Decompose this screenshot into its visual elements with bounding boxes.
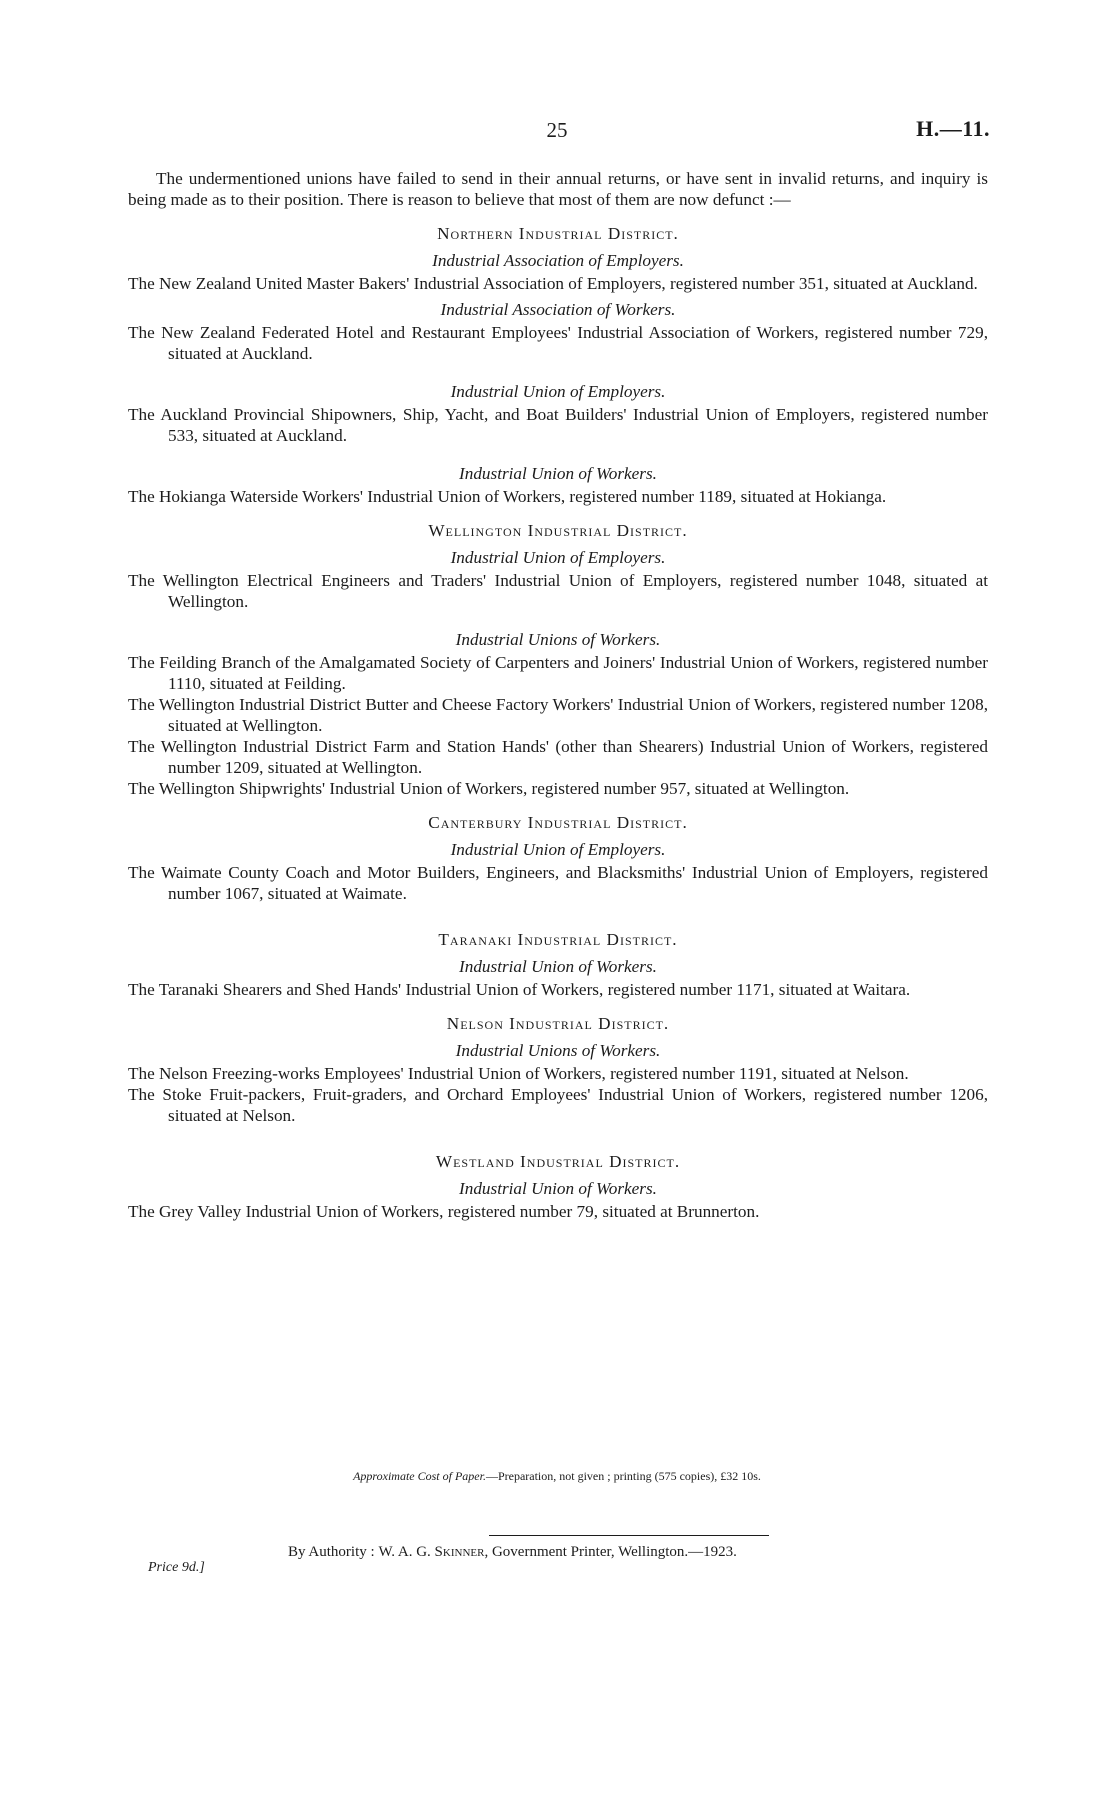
union-entry: The New Zealand United Master Bakers' Industrial Association of Employers, registered number 351, situated at Auckland.: [128, 274, 978, 293]
section-heading: Industrial Unions of Workers.: [455, 1041, 661, 1060]
union-entry: The Stoke Fruit-packers, Fruit-graders, and Orchard Employees' Industrial Union of Workers, registered number 1206, situated at Nelson.: [128, 1085, 988, 1125]
union-entry: The Feilding Branch of the Amalgamated Society of Carpenters and Joiners' Industrial Union of Workers, registered number 1110, situated at Feilding.: [128, 653, 988, 693]
page-number: 25: [546, 118, 568, 142]
cost-label: Approximate Cost of Paper.: [353, 1469, 486, 1483]
price-label: Price 9d.]: [148, 1560, 205, 1575]
union-entry: The Wellington Shipwrights' Industrial Union of Workers, registered number 957, situated at Wellington.: [128, 779, 850, 798]
district-heading: Westland Industrial District.: [435, 1152, 681, 1171]
union-entry: The Grey Valley Industrial Union of Workers, registered number 79, situated at Brunnerton.: [128, 1202, 760, 1221]
cost-footnote: [0, 1469, 1114, 1484]
union-entry: The Wellington Industrial District Butter and Cheese Factory Workers' Industrial Union of Workers, registered number 1208, situated at Wellington.: [128, 695, 988, 735]
section-heading: Industrial Association of Workers.: [440, 300, 676, 319]
authority-suffix: Government Printer, Wellington.—1923.: [491, 1544, 737, 1560]
document-reference: H.—11.: [916, 116, 990, 141]
footer-rule: [489, 1535, 769, 1536]
union-entry: The Wellington Electrical Engineers and Traders' Industrial Union of Employers, registered number 1048, situated at Wellington.: [128, 571, 988, 611]
intro-paragraph: The undermentioned unions have failed to send in their annual returns, or have sent in invalid returns, and inquiry is being made as to their position. There is reason to believe that most of them are now defunct :—: [128, 169, 988, 209]
cost-text: —Preparation, not given ; printing (575 copies), £32 10s.: [485, 1469, 761, 1483]
district-heading: Canterbury Industrial District.: [428, 813, 688, 832]
printer-name: W. A. G. Skinner,: [378, 1544, 489, 1560]
district-heading: Wellington Industrial District.: [428, 521, 688, 540]
union-entry: The Taranaki Shearers and Shed Hands' Industrial Union of Workers, registered number 1171, situated at Waitara.: [128, 980, 911, 999]
printer-authority: [288, 1544, 737, 1561]
section-heading: Industrial Union of Workers.: [459, 464, 657, 483]
authority-prefix: By Authority :: [288, 1544, 375, 1560]
section-heading: Industrial Union of Employers.: [450, 548, 666, 567]
section-heading: Industrial Association of Employers.: [432, 251, 684, 270]
union-entry: The Waimate County Coach and Motor Builders, Engineers, and Blacksmiths' Industrial Union of Employers, registered number 1067, situated at Waimate.: [128, 863, 988, 903]
district-heading: Northern Industrial District.: [437, 224, 679, 243]
union-entry: The Nelson Freezing-works Employees' Industrial Union of Workers, registered number 1191, situated at Nelson.: [128, 1064, 909, 1083]
union-entry: The Auckland Provincial Shipowners, Ship, Yacht, and Boat Builders' Industrial Union of Employers, registered number 533, situated at Auckland.: [128, 405, 988, 445]
page-body: [128, 168, 988, 1222]
section-heading: Industrial Union of Employers.: [450, 840, 666, 859]
district-heading: Taranaki Industrial District.: [438, 930, 678, 949]
section-heading: Industrial Union of Workers.: [459, 1179, 657, 1198]
section-heading: Industrial Union of Employers.: [450, 382, 666, 401]
section-heading: Industrial Union of Workers.: [459, 957, 657, 976]
union-entry: The Hokianga Waterside Workers' Industrial Union of Workers, registered number 1189, situated at Hokianga.: [128, 487, 887, 506]
union-entry: The New Zealand Federated Hotel and Restaurant Employees' Industrial Association of Workers, registered number 729, situated at Auckland.: [128, 323, 988, 363]
district-heading: Nelson Industrial District.: [446, 1014, 670, 1033]
union-entry: The Wellington Industrial District Farm and Station Hands' (other than Shearers) Industrial Union of Workers, registered number 1209, situated at Wellington.: [128, 737, 988, 777]
section-heading: Industrial Unions of Workers.: [455, 630, 661, 649]
